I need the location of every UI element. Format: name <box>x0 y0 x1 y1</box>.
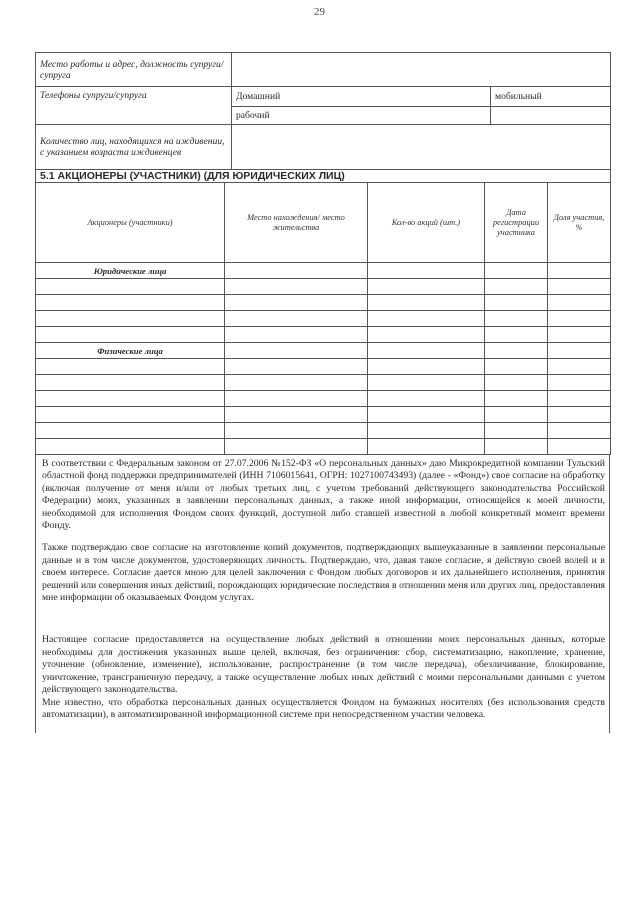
table-cell[interactable] <box>36 359 225 375</box>
consent-text <box>35 455 610 733</box>
page-number: 29 <box>314 6 325 18</box>
home-phone-label: Домашний <box>236 91 281 102</box>
table-row <box>36 295 611 311</box>
table-cell[interactable] <box>485 423 548 439</box>
column-header-shares-count: Кол-во акций (шт.) <box>368 183 485 263</box>
table-cell[interactable] <box>548 375 611 391</box>
table-cell[interactable] <box>225 295 368 311</box>
table-cell[interactable] <box>548 263 611 279</box>
table-cell[interactable] <box>368 391 485 407</box>
table-cell[interactable] <box>548 279 611 295</box>
table-cell[interactable] <box>548 391 611 407</box>
table-cell[interactable] <box>368 311 485 327</box>
table-cell[interactable] <box>225 391 368 407</box>
table-cell[interactable] <box>548 311 611 327</box>
table-row <box>36 359 611 375</box>
dependents-field[interactable] <box>232 125 611 170</box>
mobile-phone-field[interactable] <box>491 87 611 107</box>
table-row <box>36 279 611 295</box>
consent-paragraph: Также подтверждаю свое согласие на изготовление копий документов, подтверждающих вышеуказанные в заявлении персональные данные и в том числе документов, удостоверяющих личность. Подтверждаю, что, давая такое согласие, я действую своей волей и в своем интересе. Согласие дается мною для целей заключения с Фондом любых договоров и их дальнейшего исполнения, принятия решений или совершения иных действий, порождающих юридические последствия в отношении меня или других лиц, предоставления мне информации об оказываемых Фондом услугах. <box>42 542 605 604</box>
table-cell[interactable] <box>225 439 368 455</box>
table-row <box>36 391 611 407</box>
column-header-location: Место нахождения/ место жительства <box>225 183 368 263</box>
table-cell[interactable] <box>36 327 225 343</box>
table-row <box>36 407 611 423</box>
table-cell[interactable] <box>485 375 548 391</box>
table-cell[interactable] <box>548 439 611 455</box>
work-phone-label: рабочий <box>236 110 270 121</box>
consent-paragraph: В соответствии с Федеральным законом от 27.07.2006 №152-ФЗ «О персональных данных» даю Микрокредитной компании Тульский областной фонд поддержки предпринимателей (ИНН 7106015641, ОГРН: 1027100743493) (далее - «Фонд») свое согласие на обработку (включая получение от меня и/или от любых третьих лиц, с учетом требований действующего законодательства Российской Федерации) моих, указанных в заявлении персональных данных, а также иной информации, относящейся к моей личности, необходимой для исполнения Фондом своих функций, доступной либо ставшей известной в любой конкретный момент времени Фонду. <box>42 458 605 532</box>
mobile-phone-label: мобильный <box>495 91 542 102</box>
table-cell[interactable] <box>485 311 548 327</box>
individuals-label: Физические лица <box>36 343 225 359</box>
table-cell[interactable] <box>368 407 485 423</box>
home-phone-field[interactable] <box>232 87 491 107</box>
table-cell[interactable] <box>485 439 548 455</box>
table-cell[interactable] <box>485 407 548 423</box>
table-cell[interactable] <box>368 375 485 391</box>
table-cell[interactable] <box>225 423 368 439</box>
spouse-phones-label: Телефоны супруги/супруга <box>36 87 232 125</box>
work-phone-extra-field[interactable] <box>491 107 611 125</box>
table-cell[interactable] <box>36 423 225 439</box>
table-cell[interactable] <box>368 263 485 279</box>
spouse-workplace-label: Место работы и адрес, должность супруги/супруга <box>36 53 232 87</box>
table-cell[interactable] <box>225 311 368 327</box>
table-cell[interactable] <box>548 343 611 359</box>
table-cell[interactable] <box>36 311 225 327</box>
table-cell[interactable] <box>548 359 611 375</box>
table-row <box>36 439 611 455</box>
spouse-workplace-field[interactable] <box>232 53 611 87</box>
table-cell[interactable] <box>225 375 368 391</box>
table-cell[interactable] <box>548 423 611 439</box>
consent-paragraph: Мне известно, что обработка персональных данных осуществляется Фондом на бумажных носителях (без использования средств автоматизации), в автоматизированной информационной системе при непосредственном участии человека. <box>42 696 605 720</box>
table-cell[interactable] <box>368 279 485 295</box>
table-cell[interactable] <box>485 295 548 311</box>
legal-entities-label: Юридические лица <box>36 263 225 279</box>
table-cell[interactable] <box>36 279 225 295</box>
table-cell[interactable] <box>485 279 548 295</box>
table-cell[interactable] <box>225 407 368 423</box>
table-cell[interactable] <box>36 407 225 423</box>
table-cell[interactable] <box>368 295 485 311</box>
table-cell[interactable] <box>225 343 368 359</box>
table-cell[interactable] <box>36 439 225 455</box>
table-cell[interactable] <box>548 407 611 423</box>
table-cell[interactable] <box>368 327 485 343</box>
column-header-registration-date: Дата регистрации участника <box>485 183 548 263</box>
table-row <box>36 423 611 439</box>
table-cell[interactable] <box>225 359 368 375</box>
dependents-label: Количество лиц, находящихся на иждивении, с указанием возраста иждивенцев <box>36 125 232 170</box>
table-cell[interactable] <box>485 359 548 375</box>
table-cell[interactable] <box>368 359 485 375</box>
table-cell[interactable] <box>36 391 225 407</box>
table-cell[interactable] <box>548 327 611 343</box>
table-cell[interactable] <box>485 263 548 279</box>
shareholders-table <box>35 169 611 455</box>
column-header-shareholders: Акционеры (участники) <box>36 183 225 263</box>
table-cell[interactable] <box>368 343 485 359</box>
table-cell[interactable] <box>36 295 225 311</box>
spouse-info-table <box>35 52 611 170</box>
column-header-share-percent: Доля участия, % <box>548 183 611 263</box>
table-cell[interactable] <box>225 327 368 343</box>
table-cell[interactable] <box>548 295 611 311</box>
table-cell[interactable] <box>485 343 548 359</box>
consent-paragraph: Настоящее согласие предоставляется на осуществление любых действий в отношении моих персональных данных, которые необходимы для достижения указанных выше целей, включая, без ограничения: сбор, систематизацию, накопление, хранение, уточнение (обновление, изменение), использование, распространение (в том числе передача), обезличивание, блокирование, уничтожение, трансграничную передачу, а также осуществление любых иных действий с моими персональными данными с учетом действующего законодательства. <box>42 634 605 696</box>
form-page <box>35 52 610 733</box>
table-cell[interactable] <box>368 439 485 455</box>
table-cell[interactable] <box>485 391 548 407</box>
table-cell[interactable] <box>485 327 548 343</box>
work-phone-field[interactable] <box>232 107 491 125</box>
table-row <box>36 311 611 327</box>
table-cell[interactable] <box>36 375 225 391</box>
table-row <box>36 375 611 391</box>
table-cell[interactable] <box>225 263 368 279</box>
table-cell[interactable] <box>368 423 485 439</box>
table-row <box>36 327 611 343</box>
table-cell[interactable] <box>225 279 368 295</box>
section-title-shareholders: 5.1 АКЦИОНЕРЫ (УЧАСТНИКИ) (ДЛЯ ЮРИДИЧЕСКИХ ЛИЦ) <box>36 170 611 183</box>
